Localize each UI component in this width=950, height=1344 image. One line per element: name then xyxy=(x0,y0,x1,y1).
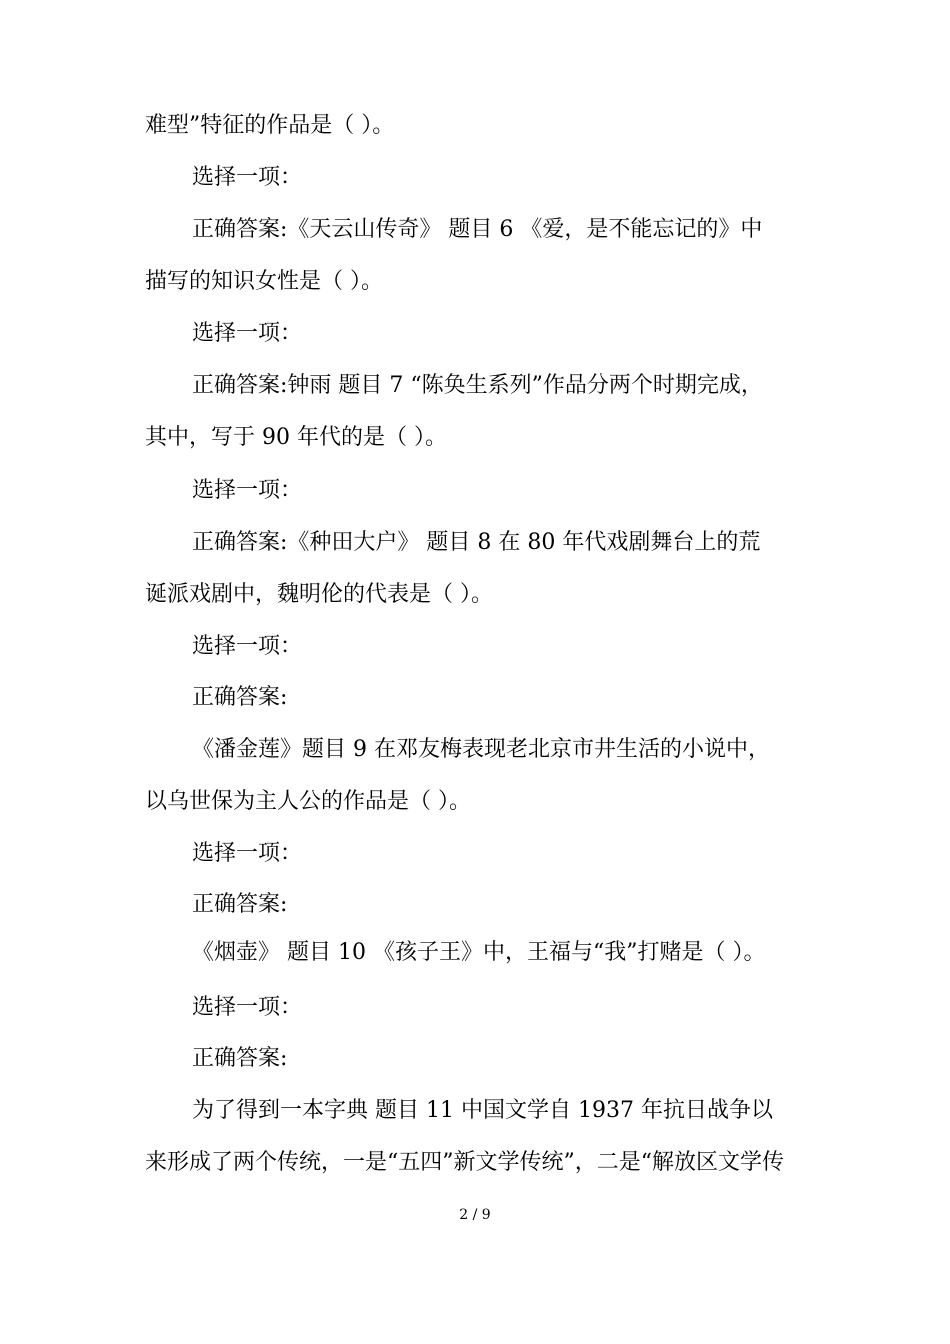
answer-line: 正确答案: xyxy=(192,892,288,917)
option-prompt: 选择一项： xyxy=(192,478,303,503)
answer-line: 正确答案:钟雨 题目 7 “陈奂生系列”作品分两个时期完成， xyxy=(192,373,763,398)
body-text-line: 以乌世保为主人公的作品是（ ）。 xyxy=(145,789,471,814)
option-prompt: 选择一项： xyxy=(192,321,303,346)
answer-line: 正确答案: xyxy=(192,1046,288,1071)
body-text-line: 《潘金莲》题目 9 在邓友梅表现老北京市井生活的小说中， xyxy=(192,737,770,762)
body-text-line: 描写的知识女性是（ ）。 xyxy=(145,269,383,294)
body-text-line: 《烟壶》 题目 10 《孩子王》中，王福与“我”打赌是（ ）。 xyxy=(192,940,766,965)
body-text-line: 难型”特征的作品是（ ）。 xyxy=(145,113,395,138)
answer-line: 正确答案:《天云山传奇》 题目 6 《爱，是不能忘记的》中 xyxy=(192,217,763,242)
option-prompt: 选择一项： xyxy=(192,634,303,659)
answer-line: 正确答案: xyxy=(192,685,288,710)
option-prompt: 选择一项： xyxy=(192,165,303,190)
body-text-line: 来形成了两个传统，一是“五四”新文学传统”，二是“解放区文学传 xyxy=(145,1150,784,1175)
answer-line: 正确答案:《种田大户》 题目 8 在 80 年代戏剧舞台上的荒 xyxy=(192,530,761,555)
body-text-line: 为了得到一本字典 题目 11 中国文学自 1937 年抗日战争以 xyxy=(192,1098,773,1123)
body-text-line: 诞派戏剧中，魏明伦的代表是（ ）。 xyxy=(145,582,493,607)
option-prompt: 选择一项： xyxy=(192,995,303,1020)
body-text-line: 其中，写于 90 年代的是（ ）。 xyxy=(145,425,447,450)
option-prompt: 选择一项： xyxy=(192,841,303,866)
page-indicator: 2 / 9 xyxy=(459,1207,491,1223)
